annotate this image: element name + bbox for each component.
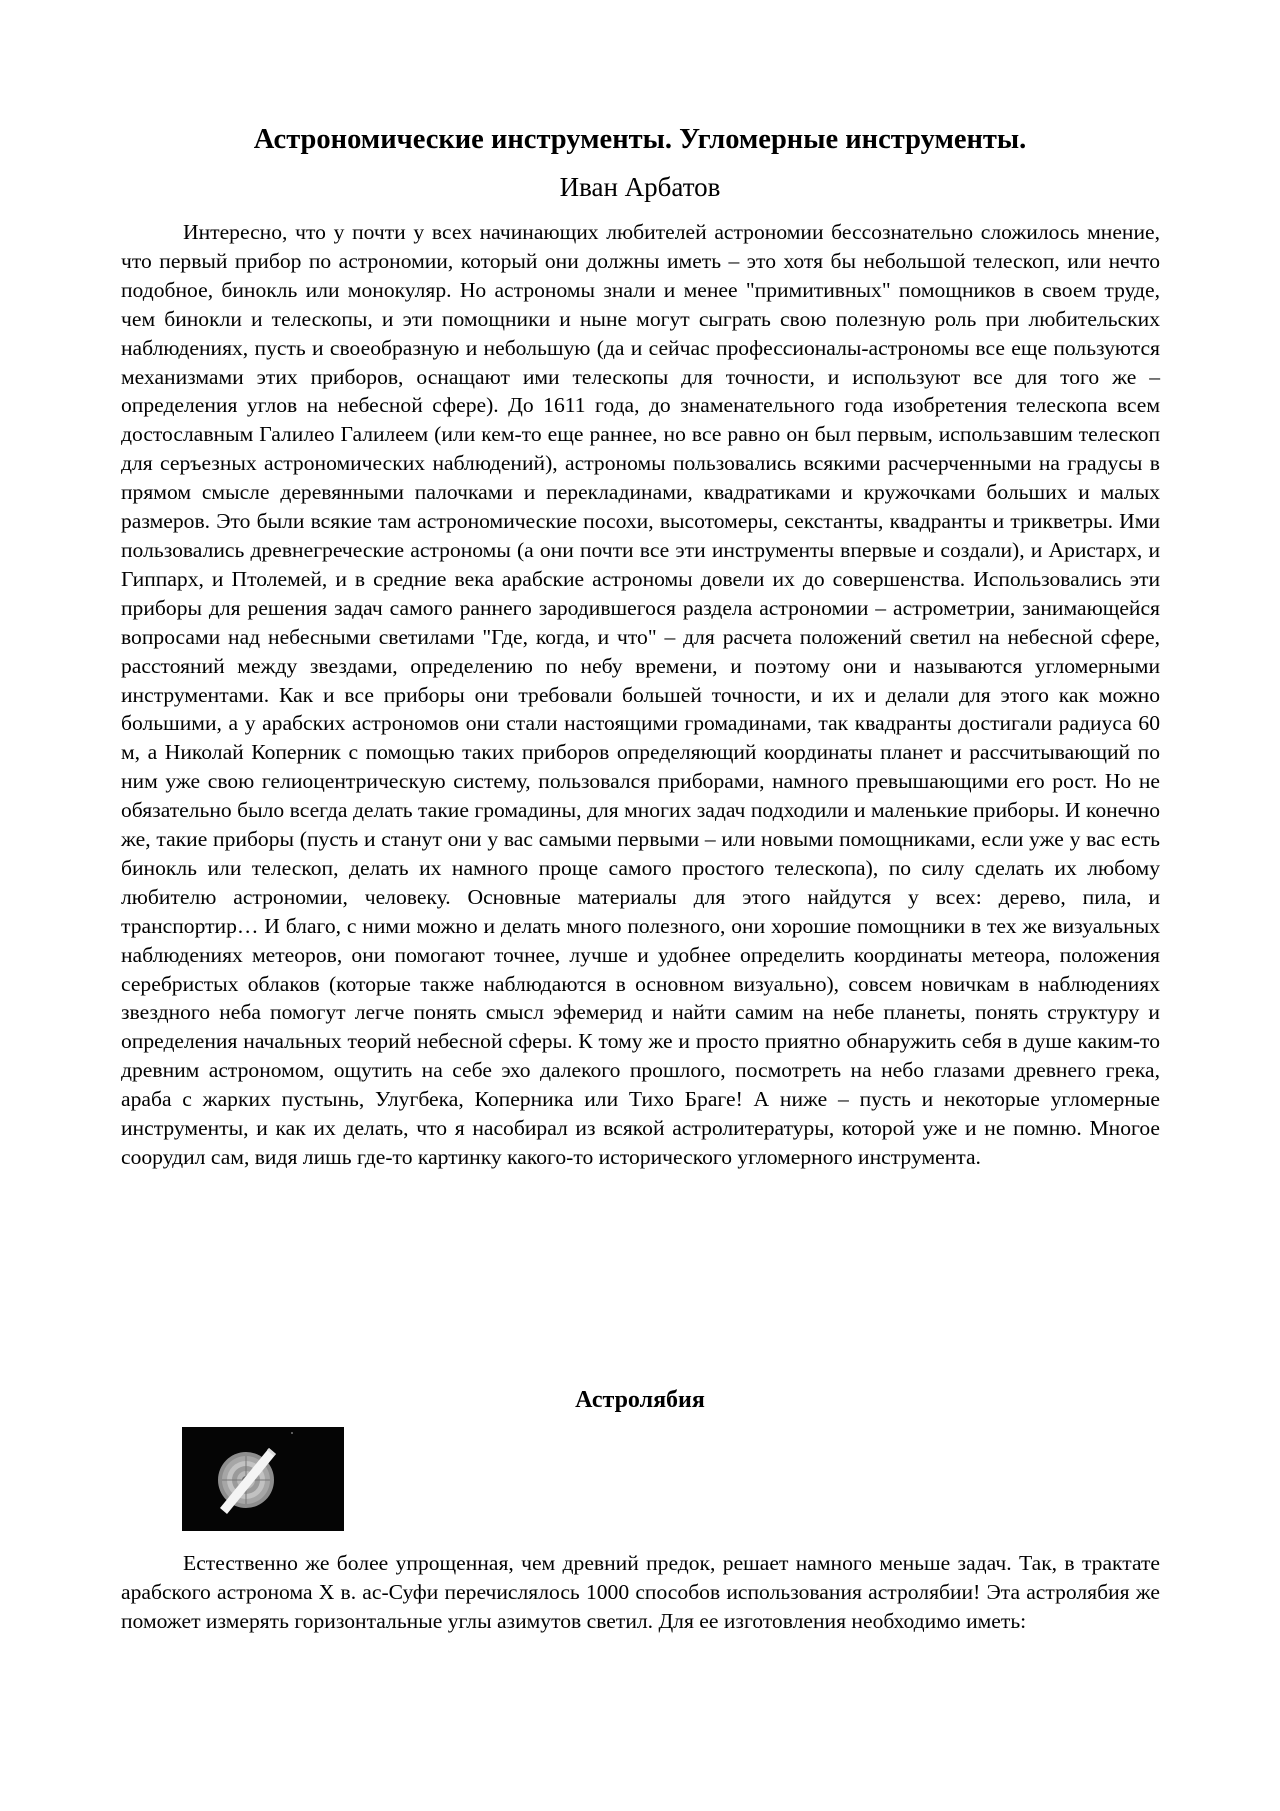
document-title: Астрономические инструменты. Угломерные инструменты. [253,124,1027,155]
body-paragraph-astrolabe: Естественно же более упрощенная, чем древний предок, решает намного меньше задач. Так, в трактате арабского астронома X в. ас-Суфи перечислялось 1000 способов использования астролябии! Эта астролябия же поможет измерять горизонтальные углы азимутов светил. Для ее изготовления необходимо иметь: [121,1551,1160,1633]
section-heading-astrolabe: Астролябия [575,1387,705,1413]
astrolabe-image [182,1427,344,1531]
astrolabe-icon [182,1427,344,1531]
document-author: Иван Арбатов [559,172,721,202]
body-paragraph-intro: Интересно, что у почти у всех начинающих любителей астрономии бессознательно сложилось мнение, что первый прибор по астрономии, который они должны иметь – это хотя бы небольшой телескоп, или нечто подобное, бинокль или монокуляр. Но астрономы знали и менее "примитивных" помощников в своем труде, чем бинокли и телескопы, и эти помощники и ныне могут сыграть свою полезную роль при любительских наблюдениях, пусть и своеобразную и небольшую (да и сейчас профессионалы-астрономы все еще пользуются механизмами этих приборов, оснащают ими телескопы для точности, и используют все для того же – определения углов на небесной сфере). До 1611 года, до знаменательного года изобретения телескопа всем достославным Галилео Галилеем (или кем-то еще раннее, но все равно он был первым, использавшим телескоп для серъезных астрономических наблюдений), астрономы пользовались всякими расчерченными на градусы в прямом смысле деревянными палочками и перекладинами, квадратиками и кружочками больших и малых размеров. Это были всякие там астрономические посохи, высотомеры, секстанты, квадранты и трикветры. Ими пользовались древнегреческие астрономы (а они почти все эти инструменты впервые и создали), и Аристарх, и Гиппарх, и Птолемей, и в средние века арабские астрономы довели их до совершенства. Использовались эти приборы для решения задач самого раннего зародившегося раздела астрономии – астрометрии, занимающейся вопросами над небесными светилами "Где, когда, и что" – для расчета положений светил на небесной сфере, расстояний между звездами, определению по небу времени, и поэтому они и называются угломерными инструментами. Как и все приборы они требовали большей точности, и их и делали для этого как можно большими, а у арабских астрономов они стали настоящими громадинами, так квадранты достигали радиуса 60 м, а Николай Коперник с помощью таких приборов определяющий координаты планет и рассчитывающий по ним уже свою гелиоцентрическую систему, пользовался приборами, намного превышающими его рост. Но не обязательно было всегда делать такие громадины, для многих задач подходили и маленькие приборы. И конечно же, такие приборы (пусть и станут они у вас самыми первыми – или новыми помощниками, если уже у вас есть бинокль или телескоп, делать их намного проще самого простого телескопа), по силу сделать их любому любителю астрономии, человеку. Основные материалы для этого найдутся у всех: дерево, пила, и транспортир… И благо, с ними можно и делать много полезного, они хорошие помощники в тех же визуальных наблюдениях метеоров, они помогают точнее, лучше и удобнее определить координаты метеора, положения серебристых облаков (которые также наблюдаются в основном визуально), совсем новичкам в наблюдениях звездного неба помогут легче понять смысл эфемерид и найти самим на небе планеты, понять структуру и определения начальных теорий небесной сферы. К тому же и просто приятно обнаружить себя в душе каким-то древним астрономом, ощутить на себе эхо далекого прошлого, посмотреть на небо глазами древнего грека, араба с жарких пустынь, Улугбека, Коперника или Тихо Браге! А ниже – пусть и некоторые угломерные инструменты, и как их делать, что я насобирал из всякой астролитературы, которой уже и не помню. Многое соорудил сам, видя лишь где-то картинку какого-то исторического угломерного инструмента. [121,220,1160,1169]
